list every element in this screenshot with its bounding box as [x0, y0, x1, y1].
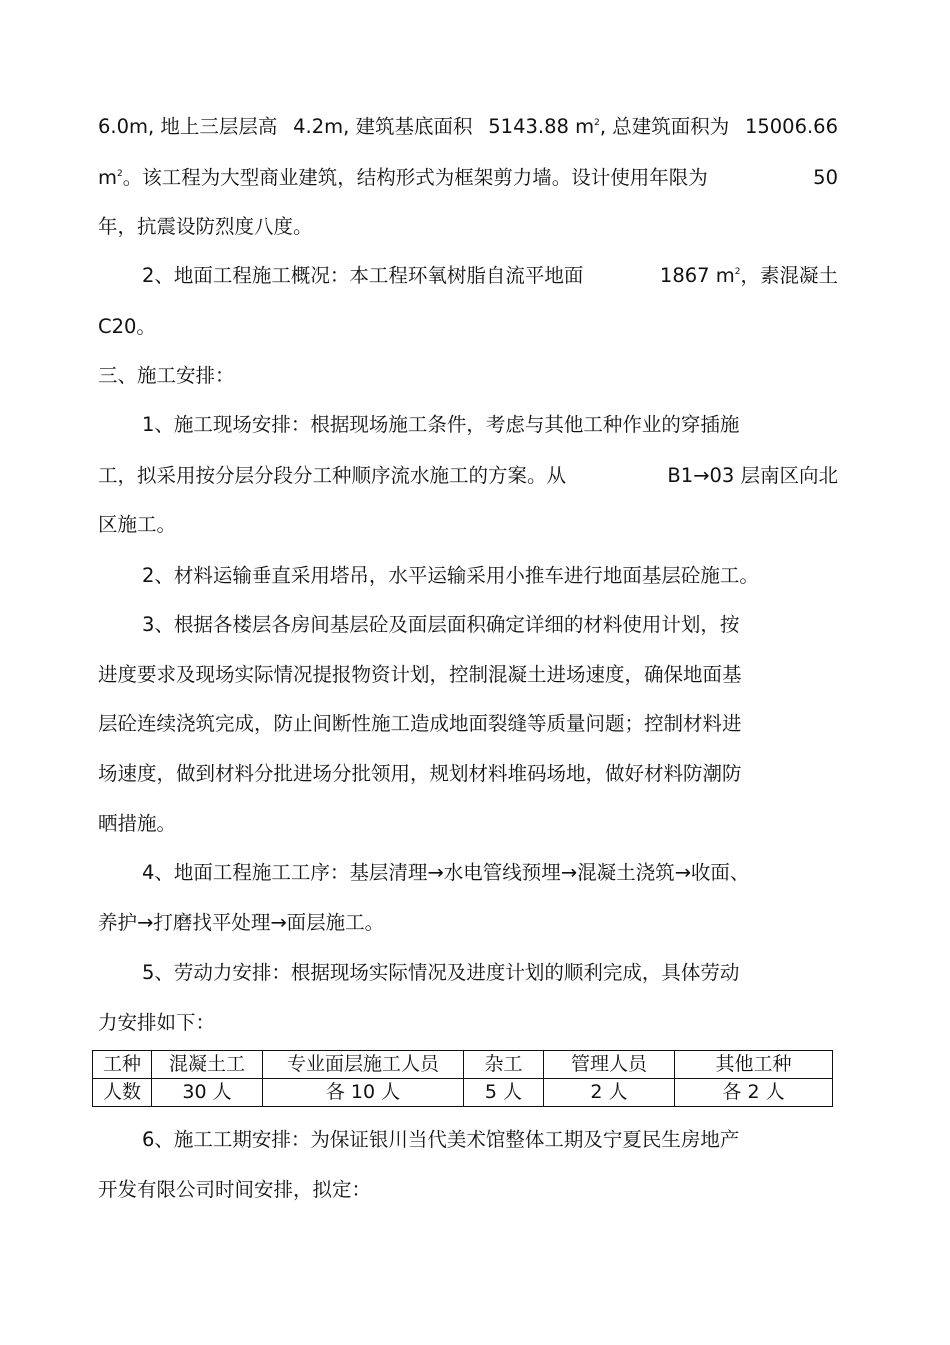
table-cell: 5 人: [464, 1079, 544, 1107]
para-6-line-1: 4、地面工程施工工序：基层清理→水电管线预埋→混凝土浇筑→收面、: [142, 861, 750, 884]
table-cell: 管理人员: [544, 1051, 675, 1079]
text-seg: [98, 164, 708, 192]
table-cell: 各 10 人: [263, 1079, 464, 1107]
table-row: [93, 1051, 833, 1079]
para-5-line-3: 层砼连续浇筑完成，防止间断性施工造成地面裂缝等质量问题；控制材料进: [98, 712, 742, 735]
para-8-line-2: 开发有限公司时间安排，拟定：: [98, 1178, 372, 1201]
para-7-line-1: 5、劳动力安排：根据现场实际情况及进度计划的顺利完成，具体劳动: [142, 961, 740, 984]
text-seg: 2、地面工程施工概况：本工程环氧树脂自流平地面: [142, 264, 584, 287]
text-seg: 6.0m, 地上三层层高: [98, 115, 278, 138]
superscript: 2: [117, 169, 123, 179]
unit: m: [98, 166, 117, 189]
para-6-line-2: 养护→打磨找平处理→面层施工。: [98, 911, 385, 934]
table-cell: 人数: [93, 1079, 152, 1107]
para-5-line-2: 进度要求及现场实际情况提报物资计划，控制混凝土进场速度，确保地面基: [98, 663, 742, 686]
para-3-line-2: [98, 462, 838, 490]
total-area-value: 15006.66: [744, 115, 838, 138]
text-seg: 。该工程为大型商业建筑，结构形式为框架剪力墙。设计使用年限为: [122, 166, 708, 189]
labor-table: [92, 1050, 833, 1107]
area-value: 5143.88 m: [488, 115, 595, 138]
para-8-line-1: 6、施工工期安排：为保证银川当代美术馆整体工期及宁夏民生房地产: [142, 1128, 740, 1151]
table-cell: 混凝土工: [152, 1051, 263, 1079]
para-3-line-3: 区施工。: [98, 513, 177, 536]
text-seg: [660, 262, 838, 290]
para-5-line-4: 场速度，做到材料分批进场分批领用，规划材料堆码场地，做好材料防潮防: [98, 762, 742, 785]
table-cell: 各 2 人: [675, 1079, 833, 1107]
para-1-line-2: [98, 164, 838, 192]
text-seg: 工，拟采用按分层分段分工种顺序流水施工的方案。从: [98, 464, 567, 487]
superscript: 2: [734, 267, 741, 277]
para-1-line-1: [98, 113, 838, 141]
para-2-line-1: [142, 262, 838, 290]
para-5-line-1: 3、根据各楼层各房间基层砼及面层面积确定详细的材料使用计划，按: [142, 613, 740, 636]
table-cell: 其他工种: [675, 1051, 833, 1079]
service-life-value: 50: [813, 166, 838, 189]
para-3-line-1: 1、施工现场安排：根据现场施工条件，考虑与其他工种作业的穿插施: [142, 413, 740, 436]
text-seg: ，素混凝土: [740, 264, 838, 287]
table-cell: 30 人: [152, 1079, 263, 1107]
para-1-line-3: 年，抗震设防烈度八度。: [98, 215, 313, 238]
section-heading: 三、施工安排：: [98, 364, 235, 387]
table-cell: 2 人: [544, 1079, 675, 1107]
table-cell: 专业面层施工人员: [263, 1051, 464, 1079]
text-seg: , 总建筑面积为: [599, 115, 730, 138]
text-seg: 4.2m, 建筑基底面积: [293, 115, 473, 138]
para-4-line-1: 2、材料运输垂直采用塔吊，水平运输采用小推车进行地面基层砼施工。: [142, 564, 759, 587]
para-7-line-2: 力安排如下：: [98, 1011, 216, 1034]
para-5-line-5: 晒措施。: [98, 812, 177, 835]
table-row: [93, 1079, 833, 1107]
para-2-line-2: C20。: [98, 315, 156, 338]
text-seg: B1→03 层南区向北: [667, 464, 838, 487]
table-cell: 杂工: [464, 1051, 544, 1079]
text-seg: [488, 113, 729, 141]
superscript: 2: [594, 118, 600, 128]
floor-area-value: 1867 m: [659, 264, 735, 287]
table-cell: 工种: [93, 1051, 152, 1079]
